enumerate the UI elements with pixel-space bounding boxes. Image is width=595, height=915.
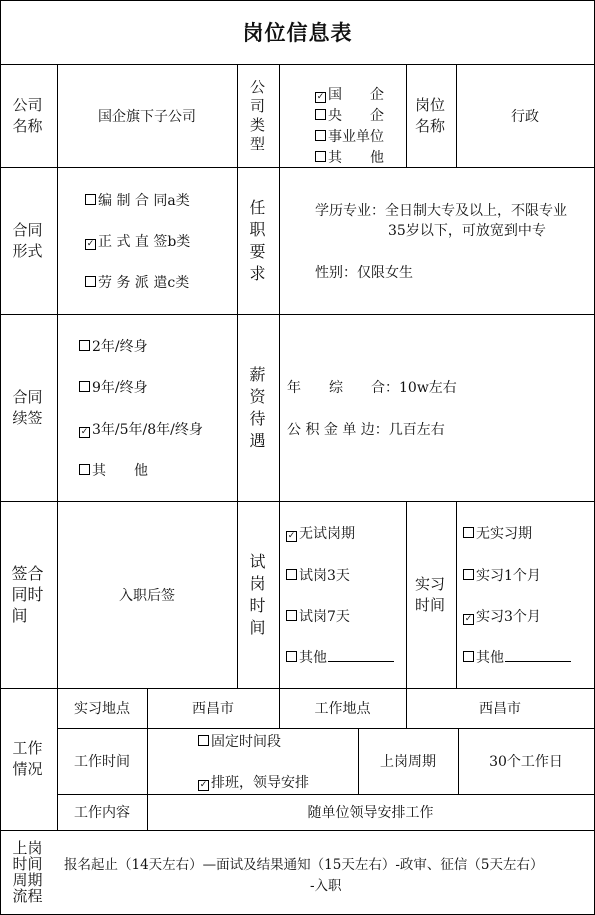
- work-time-options: [147, 728, 358, 794]
- contract-form-label: 合同形式: [12, 220, 43, 260]
- work-place-value: 西昌市: [479, 701, 521, 717]
- checkbox-checked-icon: ✓: [316, 92, 325, 102]
- page-title: 岗位信息表: [242, 20, 353, 45]
- work-place-label: 工作地点: [314, 701, 371, 717]
- checkbox-checked-icon: ✓: [80, 427, 89, 437]
- checkbox-checked-icon: ✓: [86, 239, 95, 249]
- checkbox-icon: [79, 340, 90, 351]
- intern-option[interactable]: ✓ 实习3个月: [464, 609, 541, 625]
- checkbox-icon: [85, 276, 96, 287]
- checkbox-icon: [85, 194, 96, 205]
- intern-place-label: 实习地点: [74, 701, 130, 717]
- position-value: 行政: [511, 108, 539, 125]
- company-type-option[interactable]: 事业单位: [315, 126, 384, 146]
- intern-option[interactable]: 实习1个月: [463, 565, 541, 585]
- renew-label: 合同续签: [12, 387, 43, 427]
- company-name-label: 公司名称: [12, 95, 43, 135]
- renew-option[interactable]: 9年/终身: [79, 377, 148, 397]
- company-name-value: 国企旗下子公司: [98, 108, 196, 125]
- intern-option[interactable]: 其他: [463, 647, 571, 667]
- renew-option[interactable]: 2年/终身: [79, 336, 148, 356]
- company-type-option[interactable]: 其 他: [315, 147, 384, 167]
- cycle-label: 上岗周期: [380, 754, 436, 770]
- company-type-options: [279, 64, 406, 167]
- checkbox-checked-icon: ✓: [464, 614, 473, 624]
- checkbox-icon: [463, 651, 474, 662]
- probation-options: [279, 501, 406, 688]
- flow-line: 报名起止（14天左右）—面试及结果通知（15天左右）-政审、征信（5天左右）: [64, 857, 544, 873]
- renew-option[interactable]: 其 他: [79, 460, 148, 480]
- checkbox-icon: [286, 651, 297, 662]
- requirement-line: 学历专业：全日制大专及以上，不限专业: [315, 203, 567, 219]
- company-type-option[interactable]: ✓ 国 企: [316, 87, 384, 103]
- contract-options: [57, 167, 237, 314]
- contract-option[interactable]: 劳 务 派 遣c类: [85, 272, 189, 292]
- salary-line: 年 综 合：10w左右: [287, 380, 457, 396]
- work-label: 工作情况: [12, 739, 43, 778]
- requirement-line: 35岁以下，可放宽到中专: [388, 223, 546, 239]
- checkbox-icon: [286, 569, 297, 580]
- checkbox-icon: [315, 109, 326, 120]
- checkbox-icon: [198, 735, 209, 746]
- checkbox-icon: [79, 381, 90, 392]
- requirements-label: 任职要求: [249, 197, 266, 283]
- company-type-label: 公司类型: [250, 77, 266, 153]
- work-time-option[interactable]: ✓ 排班，领导安排: [199, 775, 309, 791]
- content-value: 随单位领导安排工作: [307, 805, 434, 821]
- checkbox-icon: [315, 151, 326, 162]
- renew-option[interactable]: ✓ 3年/5年/8年/终身: [80, 422, 203, 438]
- sign-time-value: 入职后签: [119, 587, 175, 604]
- salary-line: 公 积 金 单 边：几百左右: [287, 422, 445, 438]
- probation-option[interactable]: 试岗3天: [286, 565, 350, 585]
- work-time-option[interactable]: 固定时间段: [198, 731, 281, 751]
- salary-content: [279, 314, 594, 501]
- flow-line: -入职: [310, 878, 342, 894]
- blank-line[interactable]: [328, 660, 394, 662]
- checkbox-icon: [79, 464, 90, 475]
- requirements-content: [279, 167, 594, 314]
- work-time-label: 工作时间: [74, 754, 130, 770]
- cycle-value: 30个工作日: [489, 754, 563, 770]
- probation-option[interactable]: ✓ 无试岗期: [287, 526, 355, 542]
- position-label: 岗位名称: [415, 95, 446, 135]
- probation-label: 试岗时间: [249, 551, 266, 637]
- contract-option[interactable]: 编 制 合 同a类: [85, 190, 190, 210]
- requirement-line: 性别：仅限女生: [315, 265, 413, 281]
- checkbox-icon: [315, 130, 326, 141]
- company-type-option[interactable]: 央 企: [315, 105, 384, 125]
- intern-place-value: 西昌市: [192, 701, 234, 717]
- flow-label: 上岗时间周期流程: [12, 839, 43, 905]
- checkbox-checked-icon: ✓: [199, 780, 208, 790]
- content-label: 工作内容: [74, 805, 130, 821]
- flow-content: [57, 830, 594, 914]
- sign-time-label: 签合同时间: [11, 564, 44, 625]
- checkbox-icon: [463, 527, 474, 538]
- checkbox-icon: [286, 610, 297, 621]
- probation-option[interactable]: 试岗7天: [286, 606, 350, 626]
- intern-options: [456, 501, 594, 688]
- checkbox-checked-icon: ✓: [287, 531, 296, 541]
- intern-option[interactable]: 无实习期: [463, 523, 532, 543]
- checkbox-icon: [463, 569, 474, 580]
- probation-option[interactable]: 其他: [286, 647, 394, 667]
- salary-label: 薪资待遇: [249, 364, 266, 450]
- contract-option[interactable]: ✓ 正 式 直 签b类: [86, 234, 191, 250]
- blank-line[interactable]: [505, 660, 571, 662]
- intern-label: 实习时间: [415, 574, 446, 614]
- renew-options: [57, 314, 237, 501]
